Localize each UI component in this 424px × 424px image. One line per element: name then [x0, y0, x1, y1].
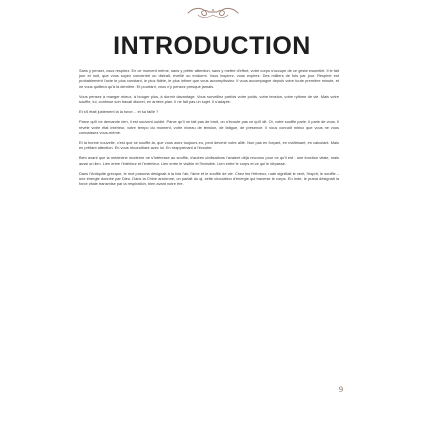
page-number: 9 — [339, 385, 343, 394]
paragraph: Vous pensez à manger mieux, à bouger plus, à dormir davantage. Vous surveillez parfois votre poids, votre tension, votre rythme de vie. Mais votre souffle, lui, continue son travail discret, en arrière-plan. Il ne fait pas un sujet. Il s'adapte. — [79, 93, 339, 105]
body-text — [79, 68, 339, 191]
paragraph: Dans l'Antiquité grecque, le mot pneuma désignait à la fois l'air, l'âme et le souffle de vie. Chez les Hébreux, ruah signifiait le vent, l'esprit, le souffle – une énergie donnée par Dieu. Dans la Chine ancienne, on parlait du qi, cette circulation d'énergie qui traverse le corps. En Inde, le prana désignait la force vitale transmise par la respiration, bien avant notre ère. — [79, 170, 339, 187]
chapter-title: INTRODUCTION — [113, 32, 311, 60]
paragraph: Bien avant que la médecine moderne ne s'intéresse au souffle, d'autres civilisations l'avaient déjà reconnu pour ce qu'il est : une fonction vitale, mais aussi un lien. Lien entre l'intérieur et l'extérieur. Lien entre le visible et l'invisible. Lien entre le corps et ce qui le dépasse. — [79, 155, 339, 166]
paragraph: Parce qu'il ne demande rien, il est souvent oublié. Parce qu'il ne fait pas de bruit, on n'écoute pas ce qu'il dit. Or, votre souffle parle. Il parle de vous. Il révèle votre état intérieur, votre tempo du moment, votre niveau de tension, de fatigue, de présence. Il vous connaît mieux que vous ne vous connaissez vous-même. — [79, 119, 339, 135]
paragraph: Et s'il était justement là la force… et sa faille ? — [79, 109, 159, 115]
paragraph: Et la bonne nouvelle, c'est que ce souffle-là, que vous avez toujours eu, peut devenir votre allié. Non pas en forçant, en maîtrisant, en calculant. Mais en prêtant attention. En vous réconciliant avec lui. En réapprenant à l'écouter. — [79, 140, 339, 151]
paragraph: Sans y penser, vous respirez. En ce moment même, sans y prêter attention, sans y mettre d'effort, votre corps s'occupe de ce geste essentiel. Il le fait jour et nuit, que vous soyez concentré ou distrait, éveillé ou endormi. Vous inspirez, vous expirez. Des milliers de fois par jour. Respirer est probablement l'acte le plus constant, le plus fidèle, le plus intime que vous accomplissiez. Il vous accompagne depuis votre toute première minute, et ne vous quittera qu'à la dernière. Et pourtant, vous n'y pensez presque jamais. — [79, 68, 339, 89]
flourish-ornament — [184, 6, 242, 20]
